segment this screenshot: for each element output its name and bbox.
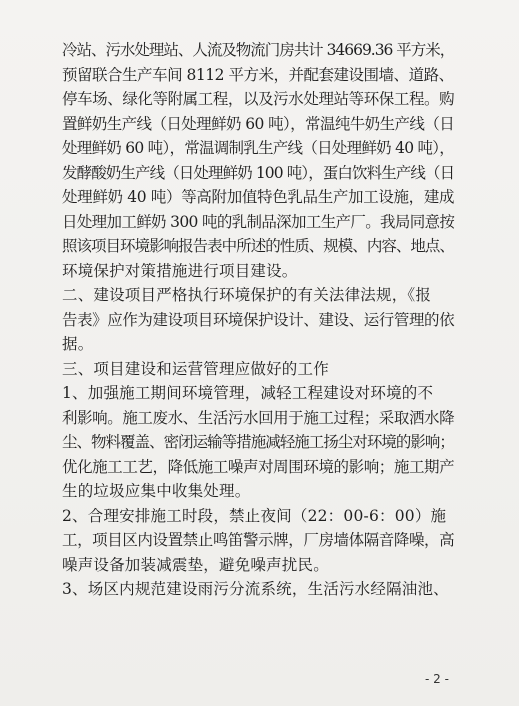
paragraph-item-2 (62, 504, 454, 578)
text-line: 优化施工工艺，降低施工噪声对周围环境的影响；施工期产 (62, 457, 455, 476)
text-line: 照该项目环境影响报告表中所述的性质、规模、内容、地点、 (62, 237, 454, 255)
text-line: 工，项目区内设置禁止鸣笛警示牌，厂房墙体隔音降噪，高 (62, 531, 455, 549)
document-body (62, 38, 454, 602)
text-line: 发酵酸奶生产线（日处理鲜奶 100 吨），蛋白饮料生产线（日 (62, 163, 455, 182)
paragraph-item-1 (62, 381, 454, 504)
text-line: 冷站、污水处理站、人流及物流门房共计 34669.36 平方米， (62, 41, 455, 59)
section-three-heading (62, 357, 454, 382)
text-line: 生的垃圾应集中收集处理。 (62, 482, 251, 500)
paragraph-item-3 (62, 577, 454, 602)
page-number: - 2 - (425, 672, 449, 686)
text-line: 1、加强施工期间环境管理，减轻工程建设对环境的不 (62, 384, 434, 402)
text-line: 预留联合生产车间 8112 平方米，并配套建设围墙、道路、 (62, 65, 454, 84)
text-line: 告表》应作为建设项目环境保护设计、建设、运行管理的依 (62, 310, 455, 329)
text-line: 三、项目建设和运营管理应做好的工作 (62, 359, 329, 378)
text-line: 噪声设备加装减震垫，避免噪声扰民。 (62, 555, 329, 574)
paragraph-section-two (62, 283, 454, 357)
text-line: 日处理加工鲜奶 300 吨的乳制品深加工生产厂。我局同意按 (62, 212, 455, 231)
text-line: 环境保护对策措施进行项目建设。 (62, 261, 298, 280)
text-line: 停车场、绿化等附属工程，以及污水处理站等环保工程。购 (62, 90, 455, 108)
text-line: 处理鲜奶 60 吨），常温调制乳生产线（日处理鲜奶 40 吨）， (62, 139, 455, 157)
text-line: 处理鲜奶 40 吨）等高附加值特色乳品生产加工设施，建成 (62, 188, 455, 206)
text-line: 据。 (62, 335, 94, 353)
text-line: 利影响。施工废水、生活污水回用于施工过程；采取洒水降 (62, 408, 455, 427)
text-line: 二、建设项目严格执行环境保护的有关法律法规，《报 (62, 286, 432, 304)
paragraph-project-scope (62, 38, 454, 283)
text-line: 置鲜奶生产线（日处理鲜奶 60 吨），常温纯牛奶生产线（日 (62, 114, 455, 133)
text-line: 尘、物料覆盖、密闭运输等措施减轻施工扬尘对环境的影响； (62, 433, 454, 451)
text-line: 3、场区内规范建设雨污分流系统，生活污水经隔油池、 (62, 580, 449, 598)
text-line: 2、合理安排施工时段，禁止夜间（22：00-6：00）施 (62, 506, 447, 525)
